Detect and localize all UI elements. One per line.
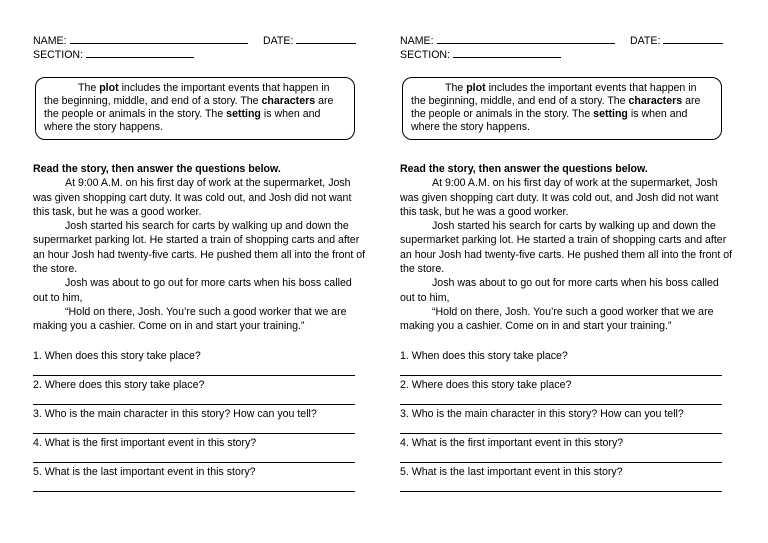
answer-line[interactable] bbox=[400, 404, 722, 405]
question-text: 5. What is the last important event in this story? bbox=[400, 466, 623, 478]
term-plot: plot bbox=[99, 82, 119, 94]
questions-list bbox=[33, 349, 358, 494]
story-paragraph: “Hold on there, Josh. You’re such a good worker that we are making you a cashier. Come on in and start your training.” bbox=[33, 305, 347, 333]
term-characters: characters bbox=[628, 95, 683, 107]
story-paragraph: At 9:00 A.M. on his first day of work at the supermarket, Josh was given shopping cart duty. It was cold out, and Josh did not want this task, but he was a good worker. bbox=[400, 177, 719, 218]
question-item bbox=[33, 378, 358, 407]
question-item bbox=[400, 436, 725, 465]
answer-line[interactable] bbox=[33, 462, 355, 463]
story-section bbox=[400, 162, 735, 334]
name-label: NAME: bbox=[33, 35, 67, 47]
question-text: 1. When does this story take place? bbox=[33, 350, 201, 362]
worksheet-right bbox=[400, 0, 740, 543]
story-paragraph: Josh started his search for carts by walking up and down the supermarket parking lot. He started a train of shopping carts and after an hour Josh had twenty-five carts. He pushed them all into the front of the store. bbox=[33, 220, 366, 276]
term-setting: setting bbox=[226, 108, 261, 120]
date-label: DATE: bbox=[263, 35, 294, 47]
answer-line[interactable] bbox=[33, 433, 355, 434]
term-setting: setting bbox=[593, 108, 628, 120]
question-text: 1. When does this story take place? bbox=[400, 350, 568, 362]
worksheet-left bbox=[33, 0, 373, 543]
question-text: 4. What is the first important event in this story? bbox=[400, 437, 624, 449]
question-item bbox=[400, 349, 725, 378]
question-item bbox=[33, 465, 358, 494]
question-item bbox=[33, 349, 358, 378]
definition-text: The plot includes the important events that happen in the beginning, middle, and end of a story. The characters are the people or animals in the story. The setting is when and where the story happens. bbox=[411, 82, 701, 133]
question-text: 3. Who is the main character in this story? How can you tell? bbox=[33, 408, 317, 420]
story-instruction: Read the story, then answer the questions below. bbox=[33, 163, 281, 175]
section-label: SECTION: bbox=[33, 49, 84, 61]
question-text: 2. Where does this story take place? bbox=[400, 379, 572, 391]
date-field bbox=[630, 32, 723, 48]
story-paragraph: “Hold on there, Josh. You’re such a good worker that we are making you a cashier. Come on in and start your training.” bbox=[400, 305, 714, 333]
date-label: DATE: bbox=[630, 35, 661, 47]
date-blank-line bbox=[296, 32, 356, 44]
date-field bbox=[263, 32, 356, 48]
answer-line[interactable] bbox=[400, 433, 722, 434]
questions-list bbox=[400, 349, 725, 494]
section-blank-line bbox=[86, 46, 194, 58]
definition-box bbox=[35, 77, 355, 140]
answer-line[interactable] bbox=[400, 491, 722, 492]
answer-line[interactable] bbox=[33, 404, 355, 405]
question-item bbox=[400, 378, 725, 407]
question-item bbox=[33, 407, 358, 436]
answer-line[interactable] bbox=[33, 491, 355, 492]
question-item bbox=[400, 465, 725, 494]
story-instruction: Read the story, then answer the questions below. bbox=[400, 163, 648, 175]
term-characters: characters bbox=[261, 95, 316, 107]
story-paragraph: Josh started his search for carts by walking up and down the supermarket parking lot. He started a train of shopping carts and after an hour Josh had twenty-five carts. He pushed them all into the front of the store. bbox=[400, 220, 733, 276]
definition-box bbox=[402, 77, 722, 140]
question-text: 3. Who is the main character in this story? How can you tell? bbox=[400, 408, 684, 420]
date-blank-line bbox=[663, 32, 723, 44]
name-blank-line bbox=[70, 32, 248, 44]
name-blank-line bbox=[437, 32, 615, 44]
story-paragraph: At 9:00 A.M. on his first day of work at the supermarket, Josh was given shopping cart duty. It was cold out, and Josh did not want this task, but he was a good worker. bbox=[33, 177, 352, 218]
name-label: NAME: bbox=[400, 35, 434, 47]
answer-line[interactable] bbox=[400, 462, 722, 463]
section-field bbox=[400, 46, 561, 62]
section-field bbox=[33, 46, 194, 62]
question-text: 2. Where does this story take place? bbox=[33, 379, 205, 391]
story-section bbox=[33, 162, 368, 334]
question-item bbox=[400, 407, 725, 436]
term-plot: plot bbox=[466, 82, 486, 94]
section-blank-line bbox=[453, 46, 561, 58]
story-paragraph: Josh was about to go out for more carts when his boss called out to him, bbox=[33, 277, 352, 304]
question-text: 5. What is the last important event in this story? bbox=[33, 466, 256, 478]
question-item bbox=[33, 436, 358, 465]
answer-line[interactable] bbox=[33, 375, 355, 376]
question-text: 4. What is the first important event in this story? bbox=[33, 437, 257, 449]
answer-line[interactable] bbox=[400, 375, 722, 376]
definition-text: The plot includes the important events that happen in the beginning, middle, and end of a story. The characters are the people or animals in the story. The setting is when and where the story happens. bbox=[44, 82, 334, 133]
story-paragraph: Josh was about to go out for more carts when his boss called out to him, bbox=[400, 277, 719, 304]
section-label: SECTION: bbox=[400, 49, 451, 61]
